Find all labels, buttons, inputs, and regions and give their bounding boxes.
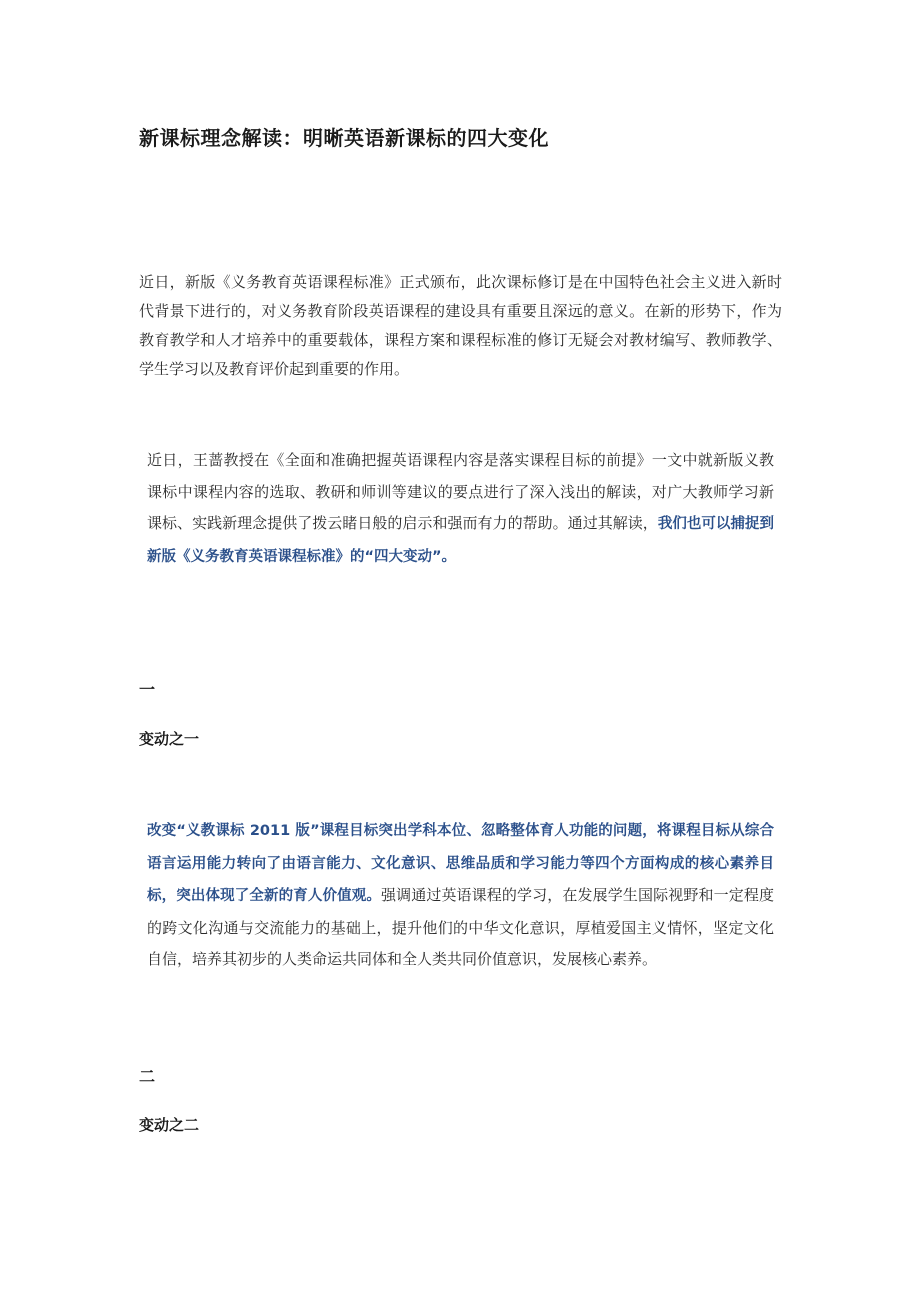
quote-paragraph <box>147 445 774 573</box>
quote-highlight: 我们也可以捕捉到新版《义务教育英语课程标准》的“四大变动”。 <box>147 516 774 565</box>
section-1-number: 一 <box>139 680 156 699</box>
section-1-heading: 变动之一 <box>139 730 200 748</box>
section-2-number: 二 <box>139 1067 156 1086</box>
intro-paragraph: 近日，新版《义务教育英语课程标准》正式颁布，此次课标修订是在中国特色社会主义进入新时代背景下进行的，对义务教育阶段英语课程的建设具有重要且深远的意义。在新的形势下，作为教育教学和人才培养中的重要载体，课程方案和课程标准的修订无疑会对教材编写、教师教学、学生学习以及教育评价起到重要的作用。 <box>139 273 782 378</box>
article-title: 新课标理念解读：明晰英语新课标的四大变化 <box>139 126 549 150</box>
section-2-heading: 变动之二 <box>139 1116 200 1134</box>
section-1-paragraph <box>147 815 774 976</box>
quote-text: 近日，王蔷教授在《全面和准确把握英语课程内容是落实课程目标的前提》一文中就新版义教课标中课程内容的选取、教研和师训等建议的要点进行了深入浅出的解读，对广大教师学习新课标、实践新理念提供了拨云睹日般的启示和强而有力的帮助。通过其解读， <box>147 451 774 532</box>
section-1-text: 强调通过英语课程的学习，在发展学生国际视野和一定程度的跨文化沟通与交流能力的基础上，提升他们的中华文化意识，厚植爱国主义情怀，坚定文化自信，培养其初步的人类命运共同体和全人类共同价值意识，发展核心素养。 <box>147 886 774 968</box>
section-1-highlight: 改变“义教课标 2011 版”课程目标突出学科本位、忽略整体育人功能的问题，将课程目标从综合语言运用能力转向了由语言能力、文化意识、思维品质和学习能力等四个方面构成的核心素养目标，突出体现了全新的育人价值观。 <box>147 823 774 904</box>
